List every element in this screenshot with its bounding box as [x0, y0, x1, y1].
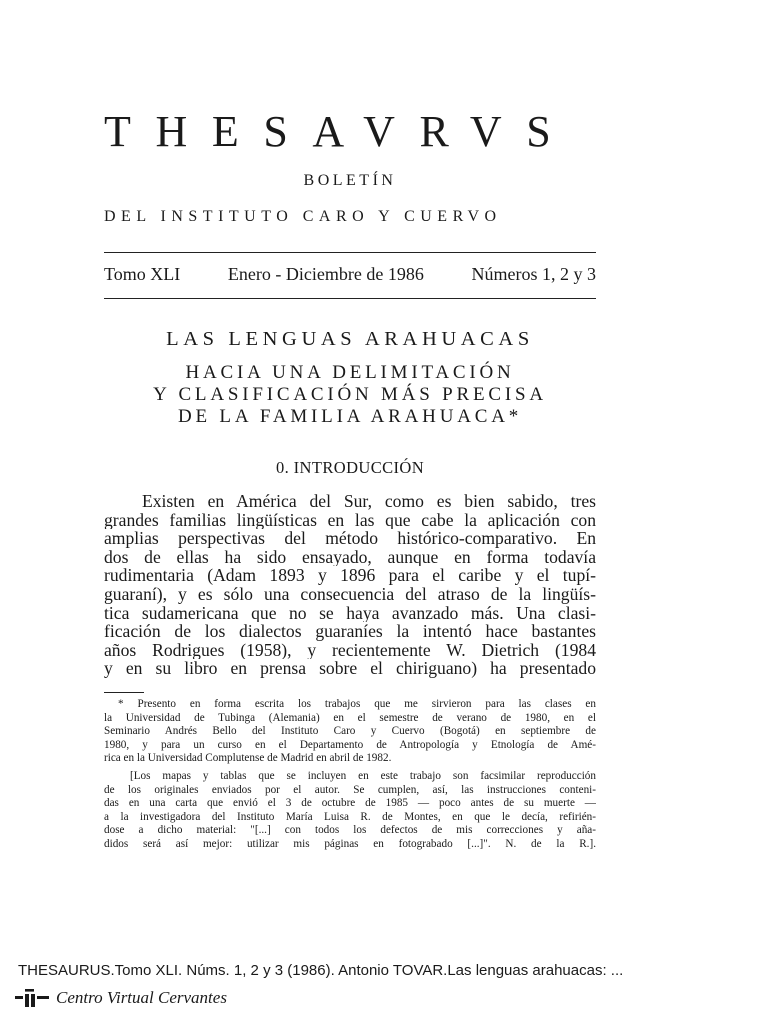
cvc-logo-icon [14, 988, 50, 1008]
footnote-line: rica en la Universidad Complutense de Madrid en abril de 1982. [104, 752, 392, 765]
footnote-line: [Los mapas y tablas que se incluyen en este trabajo son facsimilar reproducción [130, 769, 596, 782]
subtitle-line: Y CLASIFICACIÓN MÁS PRECISA [153, 384, 547, 405]
footnote [104, 770, 596, 852]
footnote-line: 1980, y para un curso en el Departamento de Antropología y Etnología de Amé- [104, 738, 596, 751]
volume-line [104, 264, 596, 285]
article-title: LAS LENGUAS ARAHUACAS [166, 328, 534, 350]
cvc-brand-link[interactable] [14, 988, 227, 1008]
cvc-brand-name: Centro Virtual Cervantes [56, 988, 227, 1007]
header-rule-top [104, 252, 596, 253]
body-line: dos de ellas ha sido ensayado, aunque en forma todavía [104, 547, 596, 567]
footnote-line: la Universidad de Tubinga (Alemania) en el semestre de verano de 1980, en el [104, 711, 596, 724]
body-line: Existen en América del Sur, como es bien sabido, tres [142, 492, 596, 511]
issue-numbers: Números 1, 2 y 3 [471, 264, 596, 284]
footnote-line: de los originales enviados por el autor. Se cumplen, así, las instrucciones conteni- [104, 783, 596, 796]
footnote-line: dose a dicho material: "[...] con todos los defectos de mis correcciones y aña- [104, 824, 596, 837]
journal-title: THESAVRVS [104, 107, 576, 156]
body-line: tica sudamericana que no se haya avanzado más. Una clasi- [104, 603, 596, 623]
footnote-line: a la investigadora del Instituto María Luisa R. de Montes, en que le decía, refirién- [104, 810, 596, 823]
date-range: Enero - Diciembre de 1986 [227, 264, 424, 284]
body-line: años Rodrigues (1958), y recientemente W. Dietrich (1984 [104, 640, 596, 660]
footnote-line: Seminario Andrés Bello del Instituto Caro y Cuervo (Bogotá) en septiembre de [104, 725, 596, 738]
body-line: ficación de los dialectos guaraníes la intentó hace bastantes [104, 622, 596, 641]
subtitle-line: HACIA UNA DELIMITACIÓN [185, 362, 515, 383]
body-line: rudimentaria (Adam 1893 y 1896 para el caribe y el tupí- [104, 566, 596, 585]
footnote-line: * Presento en forma escrita los trabajos que me sirvieron para las clases en [118, 698, 596, 710]
article-subtitle [100, 362, 600, 428]
footnote-line: didos será así mejor: utilizar mis páginas en fotograbado [...]". N. de la R.]. [104, 837, 596, 850]
header-rule-bottom [104, 298, 596, 299]
subtitle-line: DE LA FAMILIA ARAHUACA* [177, 406, 523, 427]
body-line: y en su libro en prensa sobre el chiriguano) ha presentado [104, 659, 596, 678]
body-paragraph [104, 492, 596, 678]
volume-number: Tomo XLI [104, 264, 181, 284]
footnotes [104, 698, 596, 856]
source-caption: THESAURUS.Tomo XLI. Núms. 1, 2 y 3 (1986). Antonio TOVAR.Las lenguas arahuacas: ... [18, 962, 624, 979]
footnote-rule [104, 692, 144, 693]
body-line: amplias perspectivas del método histórico-comparativo. En [104, 529, 596, 548]
footnote [104, 698, 596, 766]
boletin-label: BOLETÍN [303, 172, 397, 189]
body-line: grandes familias lingüísticas en las que cabe la aplicación con [104, 510, 596, 530]
body-line: guaraní), y es sólo una consecuencia del atraso de la lingüís- [104, 584, 596, 604]
section-heading: 0. INTRODUCCIÓN [275, 458, 425, 477]
institute-name: DEL INSTITUTO CARO Y CUERVO [104, 208, 502, 225]
footnote-line: das en una carta que envió el 3 de octubre de 1985 — poco antes de su muerte — [104, 797, 596, 810]
